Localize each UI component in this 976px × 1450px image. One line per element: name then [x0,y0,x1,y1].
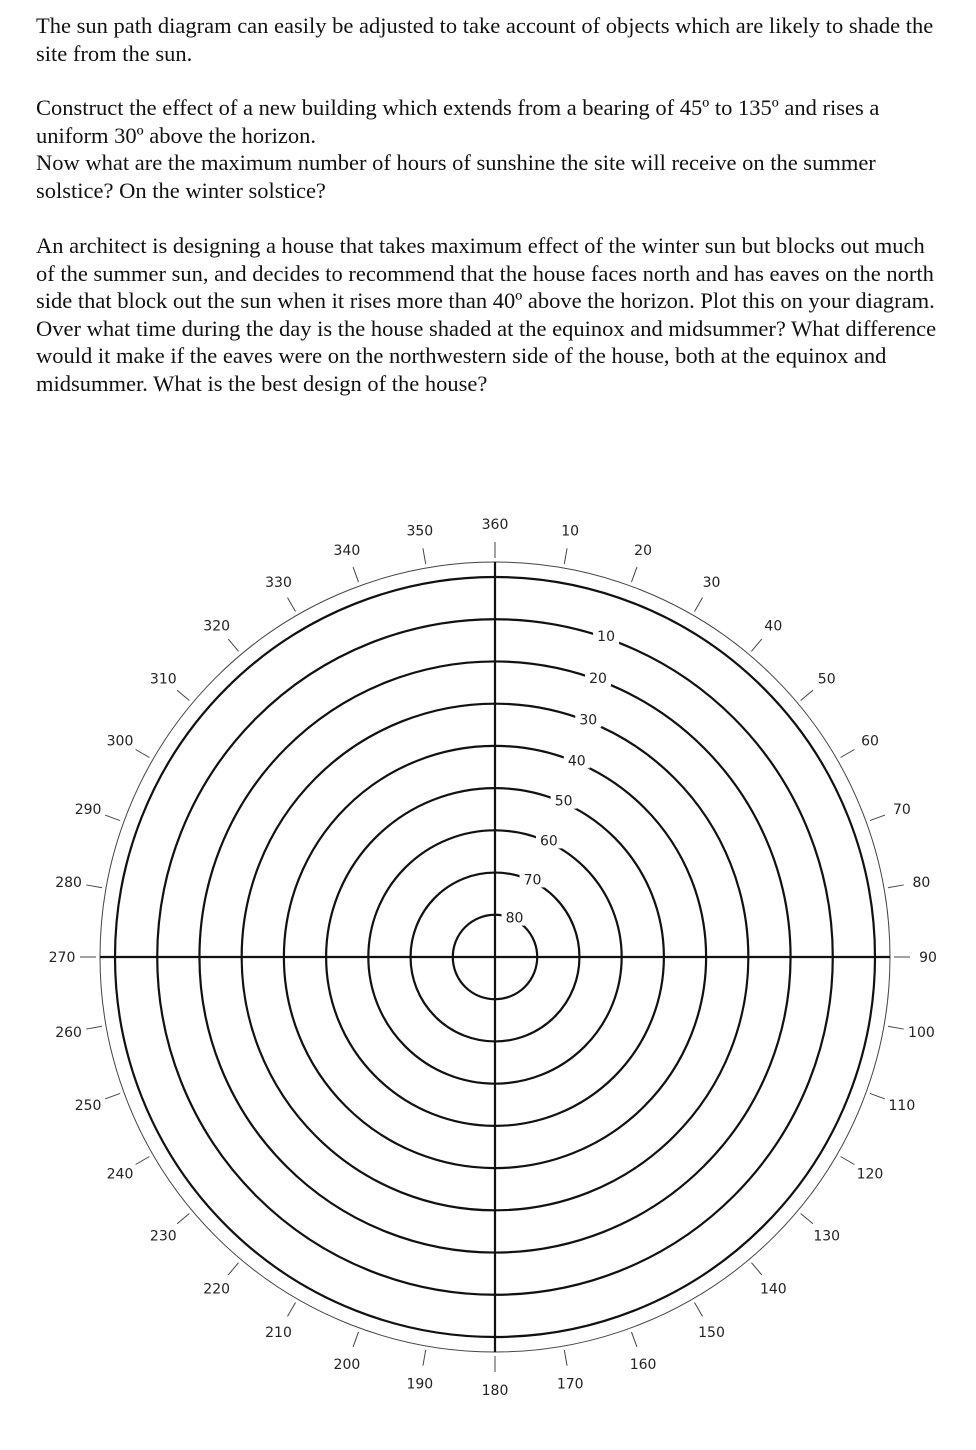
bearing-label-250: 250 [74,1098,102,1115]
bearing-tick-50 [801,690,813,700]
bearing-tick-210 [288,1303,296,1317]
bearing-tick-80 [888,885,904,888]
sunshine-question-text: Now what are the maximum number of hours of sunshine the site will receive on the summer solstice? On the winter solstice? [36,150,876,203]
bearing-label-230: 230 [149,1228,177,1245]
sun-path-diagram [0,500,976,1450]
bearing-label-270: 270 [48,950,76,966]
bearing-label-300: 300 [106,733,134,750]
bearing-tick-60 [841,750,855,758]
bearing-tick-260 [86,1026,102,1029]
bearing-label-220: 220 [203,1281,231,1298]
intro-text: The sun path diagram can easily be adjusted to take account of objects which are likely to shade the site from the sun. [36,13,934,66]
bearing-label-120: 120 [856,1166,884,1183]
bearing-tick-240 [136,1157,150,1165]
bearing-tick-160 [631,1332,636,1347]
bearing-tick-320 [228,639,238,651]
bearing-tick-290 [105,815,120,820]
bearing-label-80: 80 [912,874,931,891]
bearing-label-170: 170 [556,1376,584,1393]
bearing-label-160: 160 [629,1356,657,1373]
bearing-label-140: 140 [759,1281,787,1298]
bearing-label-40: 40 [764,618,783,635]
architect-task-text: An architect is designing a house that takes maximum effect of the winter sun but blocks out much of the summer sun, and decides to recommend that the house faces north and has eaves on the north side that block out the sun when it rises more than 40º above the horizon. Plot this on your diagram. Over what time during the day is the house shaded at the equinox and midsummer? What difference would it make if the eaves were on the northwestern side of the house, both at the equinox and midsummer. What is the best design of the house? [36,233,937,396]
bearing-label-130: 130 [813,1228,841,1245]
bearing-label-240: 240 [106,1166,134,1183]
altitude-labels [502,626,620,927]
altitude-label-10: 10 [597,629,615,646]
altitude-label-30: 30 [579,712,598,729]
bearing-tick-40 [751,639,761,651]
bearing-tick-310 [177,690,189,700]
bearing-label-10: 10 [561,523,580,540]
altitude-label-20: 20 [589,670,607,687]
bearing-tick-220 [228,1263,238,1275]
bearing-label-90: 90 [919,950,937,966]
bearing-label-150: 150 [698,1324,725,1341]
bearing-label-280: 280 [55,874,82,891]
bearing-tick-30 [695,598,703,612]
paragraph-architect-task [36,232,946,397]
bearing-tick-340 [353,567,358,582]
bearing-label-20: 20 [634,543,653,560]
bearing-tick-190 [423,1350,426,1366]
bearing-tick-280 [86,885,102,888]
bearing-tick-100 [888,1026,904,1029]
bearing-tick-110 [870,1093,885,1098]
bearing-label-310: 310 [149,671,177,688]
bearing-label-260: 260 [55,1025,82,1042]
bearing-label-290: 290 [74,801,102,818]
bearing-label-30: 30 [702,575,721,592]
bearing-label-60: 60 [861,733,879,750]
bearing-label-50: 50 [817,671,836,688]
bearing-tick-130 [801,1213,813,1223]
bearing-label-110: 110 [888,1098,916,1115]
bearing-tick-170 [564,1350,567,1366]
bearing-label-340: 340 [333,543,361,560]
bearing-label-350: 350 [406,523,434,540]
bearing-label-320: 320 [203,618,231,635]
bearing-label-180: 180 [481,1383,509,1399]
bearing-tick-300 [136,750,150,758]
bearing-tick-350 [423,548,426,564]
bearing-tick-250 [105,1093,120,1098]
bearing-tick-120 [841,1157,855,1165]
bearing-tick-140 [751,1263,761,1275]
bearing-tick-230 [177,1213,189,1223]
bearing-label-200: 200 [333,1356,361,1373]
bearing-label-70: 70 [892,801,911,818]
altitude-label-80: 80 [505,910,524,927]
altitude-label-70: 70 [523,872,542,889]
paragraph-building-task [36,94,946,204]
bearing-label-330: 330 [265,575,292,592]
altitude-label-60: 60 [540,833,558,850]
bearing-tick-150 [695,1303,703,1317]
altitude-label-50: 50 [554,793,573,810]
bearing-label-100: 100 [908,1025,935,1042]
bearing-tick-70 [870,815,885,820]
paragraph-intro [36,12,946,67]
bearing-tick-200 [353,1332,358,1347]
altitude-label-40: 40 [567,753,586,770]
bearing-tick-10 [564,548,567,564]
compass-axes [100,562,890,1352]
bearing-label-190: 190 [406,1376,434,1393]
bearing-label-210: 210 [265,1324,292,1341]
bearing-tick-20 [631,567,636,582]
bearing-tick-330 [288,598,296,612]
bearing-label-360: 360 [481,517,509,533]
building-task-text: Construct the effect of a new building which extends from a bearing of 45º to 135º and rises a uniform 30º above the horizon. [36,95,880,148]
